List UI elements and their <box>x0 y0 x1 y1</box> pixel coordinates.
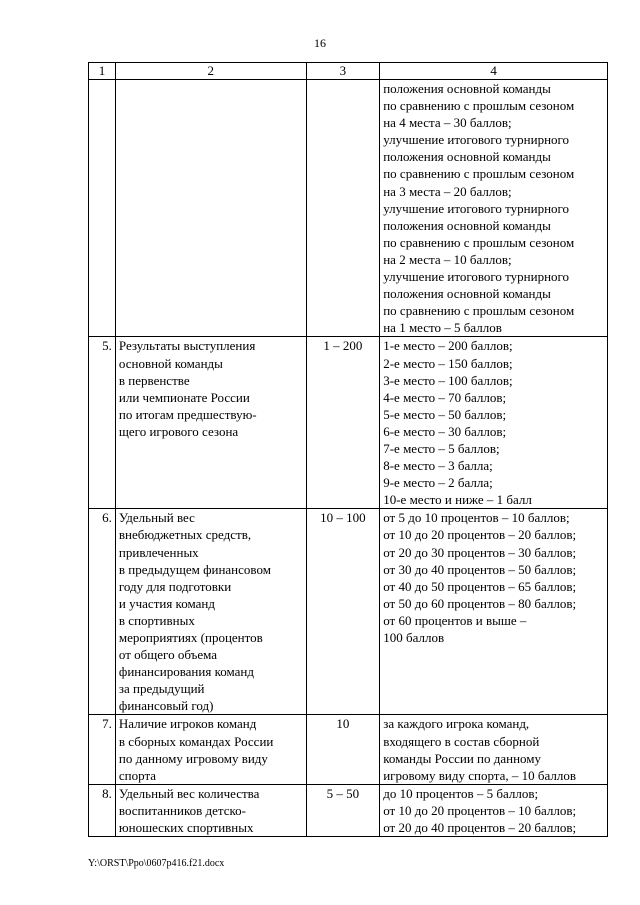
indicator-name-line: щего игрового сезона <box>118 423 239 439</box>
scoring-criteria-line: от 5 до 10 процентов – 10 баллов; <box>383 510 570 526</box>
indicator-name <box>115 715 306 784</box>
indicator-name-line: мероприятиях (процентов <box>118 630 263 645</box>
indicator-name-line: Наличие игроков команд <box>118 716 257 732</box>
scoring-criteria <box>380 509 608 715</box>
scoring-criteria-line: 8-е место – 3 балла; <box>383 458 493 474</box>
scoring-criteria-line: на 3 места – 20 баллов; <box>383 183 512 199</box>
scoring-criteria-line: до 10 процентов – 5 баллов; <box>383 785 539 801</box>
indicator-name-line: по данному игровому виду <box>118 750 268 766</box>
scoring-criteria-line: от 20 до 40 процентов – 20 баллов; <box>383 820 577 836</box>
scoring-criteria-line: от 60 процентов и выше – <box>383 612 527 628</box>
header-col-1: 1 <box>89 63 116 80</box>
scoring-criteria-line: команды России по данному <box>383 750 542 766</box>
scoring-criteria-line: по сравнению с прошлым сезоном <box>383 234 575 250</box>
scoring-criteria-line: 100 баллов <box>383 630 445 645</box>
table-row <box>89 784 608 836</box>
scoring-criteria-line: положения основной команды <box>383 217 551 233</box>
scoring-criteria <box>380 715 608 784</box>
scoring-criteria-line: улучшение итогового турнирного <box>383 132 570 148</box>
indicator-name-line: в первенстве <box>118 372 190 388</box>
scoring-criteria-line: на 1 место – 5 баллов <box>383 320 502 336</box>
scoring-criteria-line: за каждого игрока команд, <box>383 716 530 732</box>
points-range: 1 – 200 <box>306 337 380 509</box>
header-col-2: 2 <box>115 63 306 80</box>
table-row <box>89 80 608 337</box>
scoring-criteria-line: 9-е место – 2 балла; <box>383 475 493 491</box>
indicator-name-line: воспитанников детско- <box>118 802 246 818</box>
scoring-criteria-line: 4-е место – 70 баллов; <box>383 389 507 405</box>
indicator-name-line: по итогам предшествую- <box>118 406 257 422</box>
table-row <box>89 715 608 784</box>
table-body <box>89 80 608 837</box>
points-range: 10 <box>306 715 380 784</box>
indicator-name-line: в сборных командах России <box>118 733 274 749</box>
file-path-footer: Y:\ORST\Ppo\0607p416.f21.docx <box>88 858 225 869</box>
scoring-criteria-line: положения основной команды <box>383 81 551 96</box>
row-number: 7. <box>89 715 116 784</box>
indicator-name-line: за предыдущий <box>118 681 205 697</box>
scoring-criteria-line: по сравнению с прошлым сезоном <box>383 303 575 319</box>
scoring-criteria <box>380 80 608 337</box>
indicator-name-line: финансовый год) <box>118 698 214 714</box>
indicator-name-line: основной команды <box>118 355 223 371</box>
scoring-criteria-line: от 40 до 50 процентов – 65 баллов; <box>383 578 577 594</box>
points-range: 10 – 100 <box>306 509 380 715</box>
scoring-criteria-line: на 4 места – 30 баллов; <box>383 115 512 131</box>
indicator-name-line: спорта <box>118 767 157 783</box>
scoring-criteria-line: от 20 до 30 процентов – 30 баллов; <box>383 544 577 560</box>
header-col-3: 3 <box>306 63 380 80</box>
indicator-name <box>115 784 306 836</box>
scoring-criteria-line: 10-е место и ниже – 1 балл <box>383 492 532 508</box>
row-number <box>89 80 116 337</box>
scoring-criteria-line: положения основной команды <box>383 286 551 302</box>
scoring-criteria-line: улучшение итогового турнирного <box>383 269 570 285</box>
indicator-name <box>115 509 306 715</box>
indicator-name-line: и участия команд <box>118 595 215 611</box>
indicator-name-line: или чемпионате России <box>118 389 250 405</box>
scoring-criteria-line: игровому виду спорта, – 10 баллов <box>383 767 577 783</box>
indicator-name <box>115 80 306 337</box>
indicator-name-line: в предыдущем финансовом <box>118 561 271 577</box>
row-number: 5. <box>89 337 116 509</box>
scoring-criteria-line: по сравнению с прошлым сезоном <box>383 166 575 182</box>
indicator-name-line: юношеских спортивных <box>118 820 254 836</box>
scoring-criteria-line: 3-е место – 100 баллов; <box>383 372 513 388</box>
criteria-table <box>88 62 608 837</box>
header-col-4: 4 <box>380 63 608 80</box>
scoring-criteria-line: на 2 места – 10 баллов; <box>383 251 512 267</box>
row-number: 6. <box>89 509 116 715</box>
scoring-criteria-line: входящего в состав сборной <box>383 733 540 749</box>
indicator-name-line: от общего объема <box>118 647 218 663</box>
scoring-criteria-line: 2-е место – 150 баллов; <box>383 355 513 371</box>
scoring-criteria-line: 5-е место – 50 баллов; <box>383 406 507 422</box>
scoring-criteria <box>380 784 608 836</box>
scoring-criteria-line: 1-е место – 200 баллов; <box>383 338 513 354</box>
scoring-criteria-line: от 10 до 20 процентов – 10 баллов; <box>383 802 577 818</box>
page-number: 16 <box>314 36 326 50</box>
scoring-criteria-line: положения основной команды <box>383 149 551 165</box>
row-number: 8. <box>89 784 116 836</box>
points-range: 5 – 50 <box>306 784 380 836</box>
table-row <box>89 337 608 509</box>
scoring-criteria-line: улучшение итогового турнирного <box>383 200 570 216</box>
indicator-name-line: Удельный вес <box>118 510 195 526</box>
scoring-criteria-line: по сравнению с прошлым сезоном <box>383 98 575 114</box>
indicator-name-line: в спортивных <box>118 612 195 628</box>
indicator-name-line: привлеченных <box>118 544 199 560</box>
scoring-criteria <box>380 337 608 509</box>
indicator-name-line: Удельный вес количества <box>118 785 260 801</box>
points-range <box>306 80 380 337</box>
table-header-row <box>89 63 608 80</box>
indicator-name-line: Результаты выступления <box>118 338 256 354</box>
scoring-criteria-line: 6-е место – 30 баллов; <box>383 423 507 439</box>
indicator-name <box>115 337 306 509</box>
indicator-name-line: финансирования команд <box>118 664 254 680</box>
indicator-name-line: году для подготовки <box>118 578 232 594</box>
scoring-criteria-line: от 10 до 20 процентов – 20 баллов; <box>383 527 577 543</box>
indicator-name-line: внебюджетных средств, <box>118 527 252 543</box>
scoring-criteria-line: 7-е место – 5 баллов; <box>383 440 500 456</box>
scoring-criteria-line: от 50 до 60 процентов – 80 баллов; <box>383 595 577 611</box>
table-row <box>89 509 608 715</box>
scoring-criteria-line: от 30 до 40 процентов – 50 баллов; <box>383 561 577 577</box>
